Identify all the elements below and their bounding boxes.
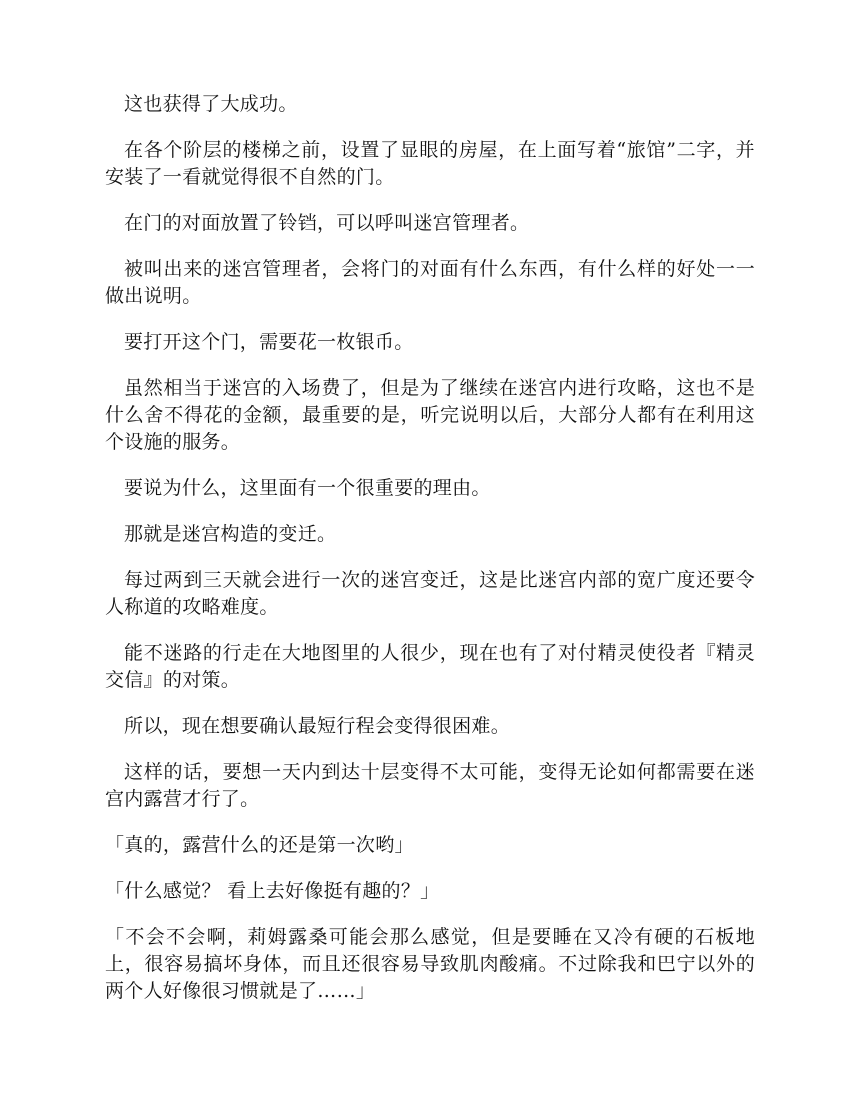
paragraph: 所以，现在想要确认最短行程会变得很困难。 — [124, 715, 511, 737]
paragraph: 在各个阶层的楼梯之前，设置了显眼的房屋，在上面写着“旅馆”二字，并安装了一看就觉得很不自然的门。 — [105, 139, 755, 188]
paragraph: 那就是迷宫构造的变迁。 — [124, 523, 337, 545]
document-page — [105, 91, 755, 1024]
dialogue-line: 「不会不会啊，莉姆露桑可能会那么感觉，但是要睡在又冷有硬的石板地上，很容易搞坏身体，而且还很容易导致肌肉酸痛。不过除我和巴宁以外的两个人好像很习惯就是了……」 — [105, 926, 755, 1002]
paragraph: 要说为什么，这里面有一个很重要的理由。 — [124, 477, 491, 499]
dialogue-line: 「什么感觉？ 看上去好像挺有趣的？」 — [105, 880, 440, 902]
paragraph: 这样的话，要想一天内到达十层变得不太可能，变得无论如何都需要在迷宫内露营才行了。 — [105, 761, 755, 810]
paragraph: 能不迷路的行走在大地图里的人很少，现在也有了对付精灵使役者『精灵交信』的对策。 — [105, 642, 755, 691]
paragraph: 要打开这个门，需要花一枚银币。 — [124, 331, 414, 353]
paragraph: 每过两到三天就会进行一次的迷宫变迁，这是比迷宫内部的宽广度还要令人称道的攻略难度。 — [105, 569, 755, 618]
paragraph: 这也获得了大成功。 — [124, 93, 298, 115]
paragraph: 虽然相当于迷宫的入场费了，但是为了继续在迷宫内进行攻略，这也不是什么舍不得花的金额，最重要的是，听完说明以后，大部分人都有在利用这个设施的服务。 — [105, 377, 755, 453]
paragraph: 被叫出来的迷宫管理者，会将门的对面有什么东西，有什么样的好处一一做出说明。 — [105, 258, 755, 307]
dialogue-line: 「真的，露营什么的还是第一次哟」 — [105, 834, 414, 856]
paragraph: 在门的对面放置了铃铛，可以呼叫迷宫管理者。 — [124, 212, 530, 234]
